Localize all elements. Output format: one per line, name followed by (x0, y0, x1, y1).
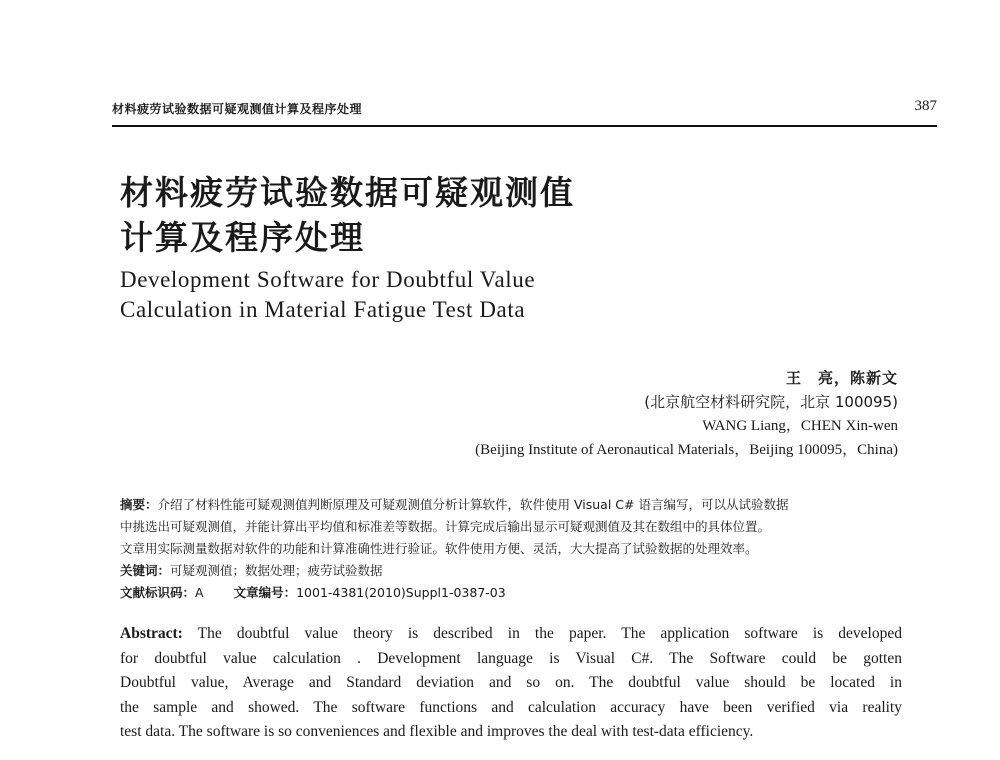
doc-code: A (195, 585, 204, 600)
article-no: 1001-4381(2010)Suppl1-0387-03 (296, 585, 506, 600)
authors-chinese: 王 亮，陈新文 (785, 369, 898, 387)
keywords-label: 关键词： (120, 563, 171, 578)
page-number: 387 (914, 98, 937, 114)
abstract-english-line: Doubtful value, Average and Standard deviation and so on. The doubtful value should be located in (120, 674, 902, 691)
affiliation-chinese: (北京航空材料研究院，北京 100095) (644, 393, 898, 411)
abstract-chinese (120, 494, 902, 604)
title-english (120, 265, 535, 325)
authors-english: WANG Liang，CHEN Xin-wen (702, 418, 898, 434)
abstract-chinese-label: 摘要： (120, 497, 158, 512)
abstract-english-label: Abstract: (120, 625, 183, 642)
title-english-line-1: Development Software for Doubtful Value (120, 267, 536, 292)
title-english-line-2: Calculation in Material Fatigue Test Data (120, 297, 526, 322)
title-chinese-line-2: 计算及程序处理 (120, 218, 365, 257)
header-rule (112, 125, 937, 127)
abstract-chinese-line: 摘要：介绍了材料性能可疑观测值判断原理及可疑观测值分析计算软件，软件使用 Visual C# 语言编写，可以从试验数据 (120, 497, 789, 512)
abstract-chinese-line: 中挑选出可疑观测值，并能计算出平均值和标准差等数据。计算完成后输出显示可疑观测值及其在数组中的具体位置。 (120, 519, 771, 534)
title-chinese (120, 170, 575, 260)
abstract-english-line: test data. The software is so conveniences and flexible and improves the deal with test-data efficiency. (120, 723, 754, 740)
abstract-chinese-line: 文章用实际测量数据对软件的功能和计算准确性进行验证。软件使用方便、灵活，大大提高了试验数据的处理效率。 (120, 541, 758, 556)
abstract-english-line: Abstract: The doubtful value theory is described in the paper. The application software is developed (120, 625, 902, 642)
running-title: 材料疲劳试验数据可疑观测值计算及程序处理 (112, 102, 363, 116)
abstract-english-line: the sample and showed. The software functions and calculation accuracy have been verified via reality (120, 698, 902, 716)
affiliation-english: (Beijing Institute of Aeronautical Materials，Beijing 100095，China) (475, 442, 898, 458)
doc-code-label: 文献标识码： (120, 585, 196, 600)
keywords-line (120, 560, 902, 582)
abstract-english-line: for doubtful value calculation . Development language is Visual C#. The Software could be gotten (120, 649, 902, 667)
running-header (112, 98, 937, 126)
author-block (475, 366, 898, 462)
abstract-english (120, 622, 902, 745)
article-no-label: 文章编号： (233, 585, 297, 600)
document-meta-line (120, 582, 902, 604)
keywords: 可疑观测值；数据处理；疲劳试验数据 (170, 563, 383, 578)
title-chinese-line-1: 材料疲劳试验数据可疑观测值 (120, 173, 575, 212)
